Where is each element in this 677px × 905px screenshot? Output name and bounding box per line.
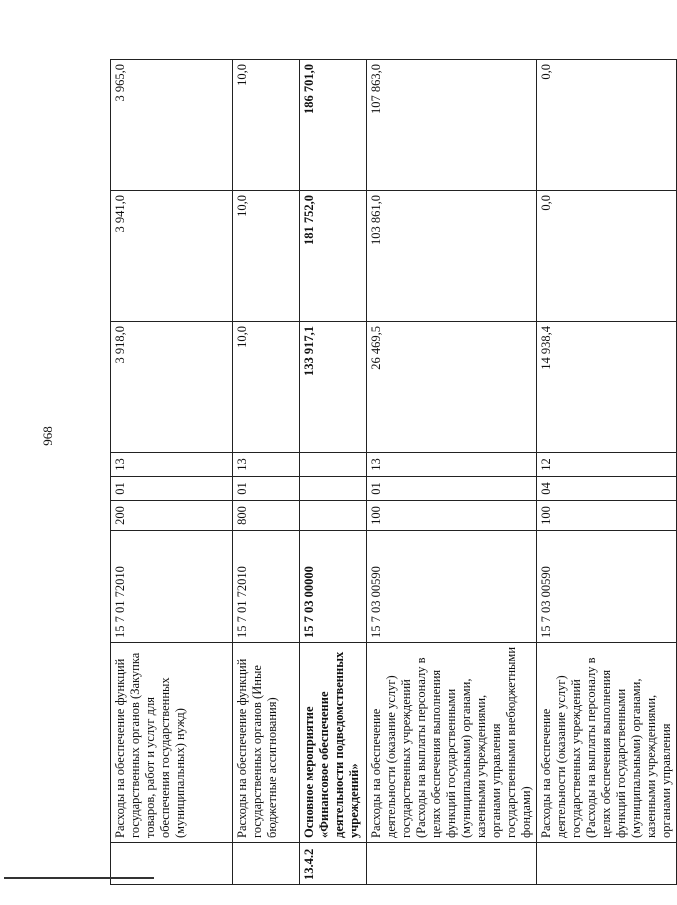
table-row bbox=[367, 60, 537, 885]
amount-year-3-cell: 10,0 bbox=[233, 60, 300, 191]
amount-year-3-cell: 3 965,0 bbox=[111, 60, 233, 191]
expense-type-cell: 200 bbox=[111, 501, 233, 531]
target-code-cell: 15 7 03 00590 bbox=[537, 531, 677, 643]
expense-name-cell: Расходы на обеспечение деятельности (оказание услуг) государственных учреждений (Расходы на выплаты персоналу в целях обеспечения выполнения функций государственными (муниципальными) органами, казенными учреждениями, органами управления bbox=[537, 643, 677, 843]
amount-year-3-cell: 0,0 bbox=[537, 60, 677, 191]
table-row bbox=[300, 60, 367, 885]
section-cell: 01 bbox=[111, 477, 233, 501]
footer-rule bbox=[4, 877, 154, 879]
subsection-cell: 13 bbox=[111, 453, 233, 477]
expense-name-cell: Основное мероприятие «Финансовое обеспечение деятельности подведомственных учреждений» bbox=[300, 643, 367, 843]
target-code-cell: 15 7 01 72010 bbox=[233, 531, 300, 643]
amount-year-2-cell: 103 861,0 bbox=[367, 191, 537, 322]
target-code-cell: 15 7 01 72010 bbox=[111, 531, 233, 643]
amount-year-2-cell: 3 941,0 bbox=[111, 191, 233, 322]
amount-year-2-cell: 0,0 bbox=[537, 191, 677, 322]
section-cell: 01 bbox=[233, 477, 300, 501]
section-cell bbox=[300, 477, 367, 501]
expense-type-cell bbox=[300, 501, 367, 531]
row-number-cell: 13.4.2 bbox=[300, 843, 367, 885]
expense-type-cell: 100 bbox=[537, 501, 677, 531]
page-number: 968 bbox=[40, 426, 55, 446]
amount-year-1-cell: 10,0 bbox=[233, 322, 300, 453]
row-number-cell bbox=[367, 843, 537, 885]
subsection-cell: 13 bbox=[367, 453, 537, 477]
row-number-cell bbox=[537, 843, 677, 885]
subsection-cell bbox=[300, 453, 367, 477]
subsection-cell: 13 bbox=[233, 453, 300, 477]
expense-name-cell: Расходы на обеспечение функций государственных органов (Иные бюджетные ассигнования) bbox=[233, 643, 300, 843]
amount-year-1-cell: 3 918,0 bbox=[111, 322, 233, 453]
target-code-cell: 15 7 03 00000 bbox=[300, 531, 367, 643]
expense-name-cell: Расходы на обеспечение деятельности (оказание услуг) государственных учреждений (Расходы на выплаты персоналу в целях обеспечения выполнения функций государственными (муниципальными) органами, казенными учреждениями, органами управления государственными внебюджетными фондами) bbox=[367, 643, 537, 843]
subsection-cell: 12 bbox=[537, 453, 677, 477]
expense-name-cell: Расходы на обеспечение функций государственных органов (Закупка товаров, работ и услуг для обеспечения государственных (муниципальных) нужд) bbox=[111, 643, 233, 843]
amount-year-1-cell: 14 938,4 bbox=[537, 322, 677, 453]
amount-year-2-cell: 181 752,0 bbox=[300, 191, 367, 322]
target-code-cell: 15 7 03 00590 bbox=[367, 531, 537, 643]
amount-year-2-cell: 10,0 bbox=[233, 191, 300, 322]
row-number-cell bbox=[233, 843, 300, 885]
table-row bbox=[537, 60, 677, 885]
budget-table bbox=[110, 59, 677, 885]
expense-type-cell: 800 bbox=[233, 501, 300, 531]
section-cell: 04 bbox=[537, 477, 677, 501]
table-row bbox=[233, 60, 300, 885]
amount-year-3-cell: 107 863,0 bbox=[367, 60, 537, 191]
table-row bbox=[111, 60, 233, 885]
expense-type-cell: 100 bbox=[367, 501, 537, 531]
amount-year-3-cell: 186 701,0 bbox=[300, 60, 367, 191]
amount-year-1-cell: 133 917,1 bbox=[300, 322, 367, 453]
budget-table-container bbox=[110, 60, 673, 885]
amount-year-1-cell: 26 469,5 bbox=[367, 322, 537, 453]
budget-table-body bbox=[111, 60, 677, 885]
section-cell: 01 bbox=[367, 477, 537, 501]
